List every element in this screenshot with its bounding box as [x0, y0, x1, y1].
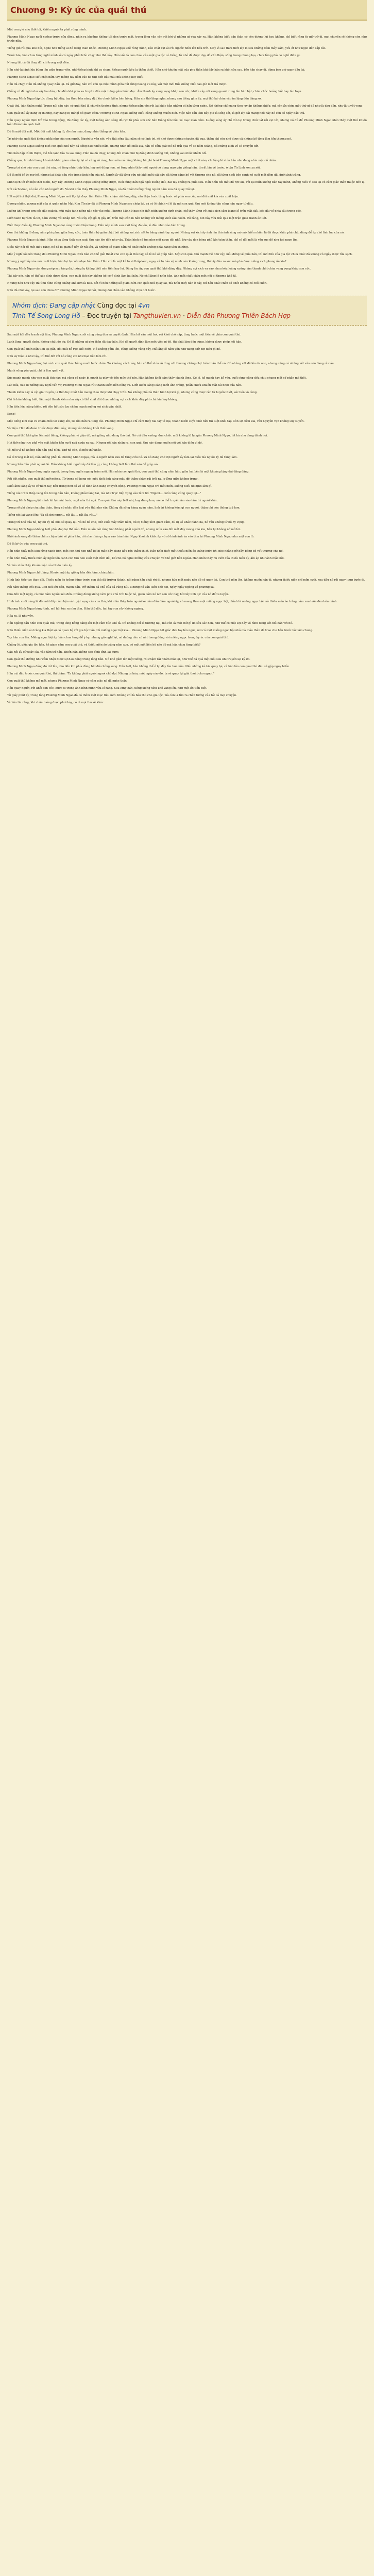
story-paragraph: Vô hiệu vì nó không cần hắn phá xích. Thứ nó cần, là một thứ khác.	[7, 449, 102, 452]
story-paragraph: Keng!	[7, 413, 16, 416]
story-paragraph: Chẳng qua, trí nhớ trong khoảnh khắc giam cầm ấy lại vô cùng rõ ràng, hơn nữa nó cũng không hề phí hoài Phương Minh Ngạo một chút nào, chỉ lặng lẽ nhìn hắn như đang nhìn một cố nhân.	[7, 159, 277, 162]
story-paragraph: Hắn nhớ lại ánh lửa bùng lên giữa trang viên, nhớ tiếng binh khí va chạm, tiếng người kêu la thảm thiết. Hắn nhớ khuôn mặt của phụ thân khi đẩy hắn ra khỏi cửa sau, bảo hắn chạy đi, đừng bao giờ quay đầu lại.	[7, 69, 305, 72]
chapter-header	[7, 0, 367, 21]
story-paragraph: Con quái thú nhìn hắn tiến lại gần, đôi mắt đỏ rực khẽ chớp. Nó không gầm lên, cũng không vùng vẫy, chỉ lặng lẽ nằm yên như đang chờ đợi điều gì đó.	[7, 348, 221, 351]
story-paragraph: Nhưng hắn đâu phải người đó. Hắn không biết người ấy đã làm gì, cũng không biết làm thế nào để giúp nó.	[7, 463, 159, 466]
story-paragraph: Con quái thú dường như cảm nhận được sự dao động trong lòng hắn. Nó khẽ gầm lên một tiếng, rồi chậm rãi nhắm mắt lại, như thể đã quá mệt mỏi sau khi truyền lại ký ức.	[7, 658, 250, 661]
story-paragraph: Câu hỏi ấy cứ xoáy sâu vào tâm trí hắn, khiến hắn không sao bình tĩnh lại được.	[7, 651, 120, 654]
notice-value: Đang cập nhật	[49, 302, 95, 309]
story-paragraph: Chỉ là hắn không biết, liệu một thanh kiếm như vậy có thể chặt đứt được những sợi xích khắc đầy phù chú kia hay không.	[7, 398, 178, 401]
story-paragraph: Trong trí nhớ của con quái thú này, nó từng nhìn thấy hắn, hay nói đúng hơn, nó từng nhìn thấy một người có dung mạo gần giống hắn, từ rất lâu về trước, ở tận Tứ Linh sơn xa xôi.	[7, 166, 261, 170]
story-paragraph: Rồi năm tháng trôi qua. Con thú lớn dần, mạnh dần, trở thành bá chủ của cả vùng núi. Nhưng nó vẫn luôn chờ đợi, ngày ngày ngóng về phương xa.	[7, 586, 215, 589]
story-paragraph: Sức mạnh mạnh như con quái thú này, mà cũng có ngày bị người ta giày vò đến mức thế này. Hắn không khỏi cảm thấy chạnh lòng. Có lẽ, kẻ mạnh hay kẻ yếu, cuối cùng cũng đều chịu chung một số phận mà thôi.	[7, 377, 307, 380]
story-paragraph: Mạnh sống yêu quái, chỉ là làm quái vật.	[7, 369, 64, 372]
story-paragraph: Đó là ký ức của con quái thú.	[7, 543, 48, 546]
story-paragraph: Lưới xanh bị rách tả tơi, nằm vương vãi khắp nơi. Vài cây cột gỗ bị gãy đổ, trên mặt còn in hằn những vết móng vuốt sâu hoắm. Rõ ràng, nơi này vừa trải qua một trận giao tranh ác liệt.	[7, 217, 267, 220]
story-paragraph: Khối ánh sáng đỏ thẫm chầm chậm trôi về phía hắn, rồi nhẹ nhàng chạm vào trán hắn. Ngay khoảnh khắc ấy, vô số hình ảnh ùa vào tâm trí Phương Minh Ngạo như một cơn lũ.	[7, 535, 254, 538]
story-paragraph: Nếu thiếu niên áo trắng kia thật sự có quan hệ với gia tộc hắn, thì miếng ngọc bội kia… Phương Minh Ngạo bất giác đưa tay lên ngực, nơi có một miếng ngọc bội nhỏ mà mẫu thân đã trao cho hắn trước lúc lâm chung.	[7, 629, 313, 632]
story-paragraph: Phương Minh Ngạo siết chặt nắm tay, móng tay đâm vào da thịt đến bật máu mà không hay biết.	[7, 76, 144, 79]
story-paragraph: Hình ảnh tiếp tục thay đổi. Thiếu niên áo trắng đứng trước con thú đã trưởng thành, nói rằng hắn phải rời đi, nhưng hứa một ngày nào đó sẽ quay lại. Con thú gầm lên, không muốn hắn đi, nhưng thiếu niên chỉ mỉm cười, xoa đầu nó rồi quay lưng bước đi.	[7, 579, 365, 582]
story-paragraph: Hắn quay người định trở vào trong động, thì đúng lúc ấy, một luồng ánh sáng đỏ rực từ phía sơn cốc bắn thẳng lên trời, xé toạc màn đêm. Luồng sáng ấy chỉ tồn tại trong chốc lát rồi vụt tắt, nhưng nó đủ để Phương Minh Ngạo nhìn thấy một thứ khiến toàn thân hắn lạnh toát.	[7, 119, 367, 126]
story-paragraph: Tiếng gió rít qua khe núi, nghe như tiếng ai đó đang than khóc. Phương Minh Ngạo khẽ rùng mình, kéo chặt vạt áo rồi ngước nhìn lên bầu trời. Mấy vì sao thưa thớt lấp ló sau những đám mây xám, yếu ớt như ngọn đèn sắp tắt.	[7, 47, 326, 50]
story-paragraph: Vô hiệu. Hắn đã đoán trước được điều này, nhưng vẫn không khỏi thất vọng.	[7, 427, 114, 430]
story-paragraph: Chẳng lẽ, giữa gia tộc hắn, kẻ giam cầm con quái thú, và thiếu niên áo trắng năm xưa, có một mối liên hệ nào đó mà hắn chưa từng biết?	[7, 643, 201, 647]
story-paragraph: Hắn đã chạy. Hắn đã không quay đầu lại. Và giờ đây, hắn chỉ còn lại một mình giữa núi rừng hoang vu này, với một mối thù không biết bao giờ mới trả được.	[7, 83, 227, 86]
chapter-body-top	[7, 28, 367, 293]
story-paragraph: Nhưng nếu như vậy thì tình hình cũng chẳng khá hơn là bao. Bởi vì nếu những kẻ giam cầm con quái thú quay lại, mà nhìn thấy hắn ở đây, thì hắn chắc chắn sẽ chết không có chỗ chôn.	[7, 282, 267, 285]
story-paragraph: Con quái thú khẽ gầm lên một tiếng, không phải vì giận dữ, mà giống như đang thở dài. Nó cúi đầu xuống, đưa chiếc mũi khổng lồ lại gần Phương Minh Ngạo, hít hà như đang đánh hơi.	[7, 434, 268, 437]
story-paragraph: Hắn nhìn thấy thiếu niên ấy ngồi bên cạnh con thú non suốt một đêm dài, kể cho nó nghe những câu chuyện về thế giới bên ngoài. Hắn nhìn thấy nụ cười của thiếu niên ấy, ấm áp như ánh mặt trời.	[7, 557, 285, 560]
story-paragraph: Trong sổ ghi chép của phụ thân, từng có nhắc đến loại yêu thú như vậy. Chúng đã sống hàng ngàn năm, linh trí không kém gì con người, thậm chí còn thông tuệ hơn.	[7, 506, 241, 510]
story-paragraph: Một tiếng kim loại va chạm chói tai vang lên, tia lửa bắn ra tung tóe. Phương Minh Ngạo chỉ cảm thấy hai tay tê dại, thanh kiếm suýt chút nữa thì tuột khỏi tay. Còn sợi xích kia, vẫn nguyên vẹn không suy suyển.	[7, 420, 304, 423]
story-paragraph: Minh lịch tới lời một thời điểm, hay Tây Phương Minh Ngạo không đứng được, cuối cùng hắn ngã ngồi xuống đất, hai tay chống ra phía sau. Hắn nhìn đôi mắt đỏ rực kia, rồi lại nhìn xuống bàn tay mình, không hiểu vì sao lại có cảm giác thân thuộc đến lạ.	[7, 181, 366, 184]
notice-forum-link[interactable]: Diễn đàn Phương Thiên Bách Hợp	[186, 312, 291, 319]
story-paragraph: Phương Minh Ngạo dừng lại cách con quái thú chừng mười bước chân. Từ khoảng cách này, hắn có thể nhìn rõ từng vết thương chằng chịt trên thân thể nó. Có những vết đã lên da non, nhưng cũng có những vết vẫn còn đang rỉ máu.	[7, 362, 335, 365]
story-paragraph: Đó là một ký ức mơ hồ, nhưng lại khắc sâu vào trong linh hồn của nó. Người ấy đã từng cứu nó khỏi một cái bẫy, đã từng băng bó vết thương cho nó, đã từng ngồi bên cạnh nó suốt một đêm dài dưới ánh trăng.	[7, 174, 301, 177]
story-paragraph: Và hắn nhìn thấy khuôn mặt của thiếu niên ấy.	[7, 564, 73, 567]
story-paragraph: Hóa ra, là như vậy.	[7, 615, 34, 618]
notice-line-1	[12, 300, 362, 311]
story-paragraph: Trí nhớ của quái thú không phải như của con người. Người ta vẫn nói, yêu thú sống lâu năm sẽ có linh trí, sẽ nhớ được những chuyện đã qua, thậm chí còn nhớ được cả những kẻ từng làm tổn thương nó.	[7, 138, 292, 141]
story-paragraph: Hắn quay người, rời khỏi sơn cốc, bước đi trong ánh bình minh vừa ló rạng. Sau lưng hắn, tiếng xiềng xích khẽ vang lên, như một lời tiễn biệt.	[7, 687, 208, 690]
story-paragraph: Khối ánh sáng ấy to cỡ nắm tay, bên trong như có vô số hình ảnh đang chuyển động. Phương Minh Ngạo trố mắt nhìn, không hiểu nó định làm gì.	[7, 485, 212, 488]
story-paragraph: Hắn cúi đầu trước con quái thú, thì thầm: "Ta không phải người ngươi chờ đợi. Nhưng ta hứa, một ngày nào đó, ta sẽ quay lại giải thoát cho ngươi."	[7, 672, 215, 675]
story-paragraph: Hắn ngẩng đầu nhìn con quái thú, trong lòng bỗng dâng lên một cảm xúc khó tả. Đó không chỉ là thương hại, mà còn là một thứ gì đó sâu sắc hơn, như thể có một sợi dây vô hình đang kết nối hắn với nó.	[7, 622, 293, 625]
story-paragraph: Cho đến một ngày, có một đám người kéo đến. Chúng dùng xiềng xích phù chú trói buộc nó, giam cầm nó nơi sơn cốc này, hút lấy linh lực của nó để tu luyện.	[7, 593, 229, 596]
story-paragraph: Tiếng nói lại vang lên: "Ta đã đợi ngươi… rất lâu… rất lâu rồi…"	[7, 514, 97, 517]
notice-site-link[interactable]: 4vn	[138, 302, 150, 309]
story-paragraph: Nhưng ý nghĩ ấy vừa mới xuất hiện, hắn lại tự cười nhạo bản thân. Hắn chỉ là một kẻ tu vi thấp kém, ngay cả tự bảo vệ mình còn không xong, thì lấy đâu ra sức mà phá được xiềng xích phong ấn kia?	[7, 260, 286, 263]
notice-text: – Đọc truyện tại	[82, 312, 131, 319]
story-paragraph: Nếu đã như vậy, tại sao còn chưa đi? Phương Minh Ngạo tự hỏi, nhưng đôi chân vẫn không chịu dời bước.	[7, 289, 156, 292]
notice-text: Cùng đọc tại	[97, 302, 137, 309]
story-paragraph: Con quái thú không mở mắt, nhưng Phương Minh Ngạo có cảm giác nó đã nghe thấy.	[7, 680, 127, 683]
story-paragraph: Một ý nghĩ lóe lên trong đầu Phương Minh Ngạo. Nếu hắn có thể giải thoát cho con quái thú này, có lẽ nó sẽ giúp hắn. Một con quái thú mạnh mẽ như vậy, nếu đứng về phía hắn, thì mối thù của gia tộc chưa chắc đã không có ngày được rửa sạch.	[7, 253, 353, 256]
story-paragraph: Đó là một đôi mắt. Một đôi mắt khổng lồ, đỏ như máu, đang nhìn thẳng về phía hắn.	[7, 130, 126, 133]
story-paragraph: Phương Minh Ngạo cả kinh. Hắn chưa từng thấy con quái thú nào lớn đến như vậy. Thân hình nó tựa như một ngọn đồi nhỏ, lớp vảy đen bóng phủ kín toàn thân, chỉ có đôi mắt là vẫn rực đỏ như hai ngọn lửa.	[7, 239, 299, 242]
story-paragraph: Tim hắn đập thình thịch, mồ hôi lạnh túa ra sau lưng. Hắn muốn chạy, nhưng đôi chân như bị đóng đinh xuống đất, không sao nhúc nhích nổi.	[7, 152, 208, 155]
story-paragraph: Tay hắn run lên. Miếng ngọc bội ấy, hắn chưa từng để ý kỹ, nhưng giờ nghĩ lại, nó dường như có nét tương đồng với miếng ngọc trong ký ức của con quái thú.	[7, 636, 229, 639]
story-paragraph: Phương Minh Ngạo không biết phải đáp lại thế nào. Hắn muốn nói rằng hắn không phải người đó, nhưng nhìn vào đôi mắt đầy mong chờ kia, hắn lại không nỡ mở lời.	[7, 528, 241, 531]
story-paragraph: Lạnh lùng, quyết đoán, không chút do dự. Đó là những gì phụ thân đã dạy hắn. Khi đã quyết định làm một việc gì đó, thì phải làm đến cùng, không được phép hối hận.	[7, 341, 242, 344]
story-paragraph: Con thú khổng lồ đang nằm phủ phục giữa lòng cốc, toàn thân bị quấn chặt bởi những sợi xích sắt to bằng cánh tay người. Những sợi xích ấy ánh lên thứ ánh sáng mờ mờ, hiển nhiên là đã được khắc phù chú, dùng để áp chế linh lực của nó.	[7, 231, 345, 234]
story-paragraph: Phương Minh Ngạo giật mình lùi lại một bước, suýt nữa thì ngã. Con quái thú này biết nói, hay đúng hơn, nó có thể truyền âm vào tâm trí người khác.	[7, 499, 218, 502]
chapter-body-bottom	[7, 333, 367, 705]
story-paragraph: Đương nhiên, gương mặt của vị quân nhân Mạt Kim Tử này đã bị Phương Minh Ngạo sao chép lại, và có lẽ chính vì lẽ ấy mà con quái thú mới không tấn công hắn ngay từ đầu.	[7, 202, 253, 206]
story-paragraph: Con quái thú ấy đang bị thương, hay đang bị thứ gì đó giam cầm? Phương Minh Ngạo không biết, cũng không muốn biết. Việc hắn cần làm bây giờ là sống sót, là giữ lấy cái mạng nhỏ này để còn có ngày báo thù.	[7, 112, 305, 115]
notice-label: Nhóm dịch:	[12, 302, 48, 309]
story-paragraph: Luồng khí trong sơn cốc đặc quánh, mùi máu tanh nồng nặc xộc vào mũi. Phương Minh Ngạo nín thở, nhìn xuống dưới chân, chỉ thấy từng vệt máu đen sậm loang lổ trên mặt đất, kéo dài về phía sâu trong cốc.	[7, 210, 302, 213]
notice-line-2: Tinh Tế Song Long Hồ – Đọc truyện tại Tangthuvien.vn · Diễn đàn Phương Thiên Bách Hợp	[12, 312, 291, 319]
story-paragraph: Và hắn tin rằng, khi chân tướng được phơi bày, có lẽ mọi thứ sẽ khác.	[7, 701, 105, 704]
story-paragraph: Sau một hồi đấu tranh nội tâm, Phương Minh Ngạo cuối cùng cũng đưa ra quyết định. Hắn hít sâu một hơi, rời khỏi chỗ nấp, từng bước một tiến về phía con quái thú.	[7, 333, 241, 336]
story-paragraph: Một cơn gió nhẹ thổi tới, khiến người ta phát rùng mình.	[7, 28, 87, 31]
story-paragraph: Nhưng tất cả đã thay đổi chỉ trong một đêm.	[7, 61, 71, 64]
story-paragraph: Phương Minh Ngạo vẫn đứng nép sau tảng đá, lưỡng lự không biết nên tiến hay lùi. Đúng lúc ấy, con quái thú khẽ động đậy. Những sợi xích va vào nhau kêu loảng xoảng, âm thanh chát chúa vang vọng khắp sơn cốc.	[7, 267, 311, 270]
notice-source-link[interactable]: Tangthuvien.vn	[133, 312, 181, 319]
story-paragraph: Hơi thở nóng rực phả vào mặt khiến hắn suýt ngã ngửa ra sau. Nhưng rồi hắn nhận ra, con quái thú này đang muốn nói với hắn điều gì đó.	[7, 442, 203, 445]
notice-group-name: Tinh Tế Song Long Hồ	[12, 312, 80, 319]
story-paragraph: Phương Minh Ngạo không biết con quái thú này đã sống bao nhiêu năm, nhưng nhìn đôi mắt kia, hắn có cảm giác nó đã trải qua vô số năm tháng, đã chứng kiến vô số chuyện đời.	[7, 145, 260, 148]
story-paragraph: Hắn tiến lên, nâng kiếm, rồi dồn hết sức lực chém mạnh xuống sợi xích gần nhất.	[7, 405, 122, 409]
translator-notice	[7, 296, 367, 326]
story-paragraph: Từ giây phút ấy, trong lòng Phương Minh Ngạo đã có thêm một mục tiêu mới. Không chỉ là báo thù cho gia tộc, mà còn là tìm ra chân tướng của tất cả mọi chuyện.	[7, 694, 237, 697]
story-paragraph: Biết được điều ấy, Phương Minh Ngạo lại càng thêm thận trọng. Hắn nép mình sau một tảng đá lớn, ló đầu nhìn vào bên trong.	[7, 224, 186, 227]
story-paragraph: Có lẽ trong mắt nó, hắn không phải là Phương Minh Ngạo, mà là người năm xưa đã từng cứu nó. Và nó đang chờ đợi người ấy làm lại điều mà người ấy đã từng làm.	[7, 456, 238, 459]
chapter-title: Chương 9: Kỳ ức của quái thú	[10, 5, 147, 15]
story-paragraph: Phương Minh Ngạo bừng tỉnh, mồ hôi túa ra như tắm. Hắn thở dốc, hai tay run rẩy không ngừng.	[7, 607, 144, 611]
story-paragraph: Nếu sự thật là như vậy, thì thế đời với nó cũng coi như bạc bẽo lắm rồi.	[7, 355, 107, 358]
story-paragraph: Rồi đột nhiên, con quái thú mở miệng. Từ trong cổ họng nó, một khối ánh sáng màu đỏ thẫm chậm rãi trôi ra, lơ lửng giữa không trung.	[7, 478, 199, 481]
story-paragraph: Phương Minh Ngạo chết lặng. Khuôn mặt ấy, giống hắn đến tám, chín phần.	[7, 571, 114, 574]
story-paragraph: Nói cách khác, nó vẫn còn nhớ người đó. Và khi nhìn thấy Phương Minh Ngạo, nó đã nhầm tưởng rằng người năm xưa đã quay trở lại.	[7, 188, 195, 191]
story-paragraph: Điều này nói rõ một điều rằng, nó đã bị giam ở đây từ rất lâu, và những kẻ giam cầm nó chắc chắn không phải hạng tầm thường.	[7, 246, 189, 249]
story-paragraph: Tiếng nói trầm thấp vang lên trong đầu hắn, không phải bằng tai, mà như trực tiếp vọng vào tâm trí: "Ngươi… cuối cùng cũng quay lại…"	[7, 492, 201, 495]
story-paragraph: Phương Minh Ngạo đứng ngây người, trong lòng ngổn ngang trăm mối. Hắn nhìn con quái thú, con quái thú cũng nhìn hắn, giữa hai bên là một khoảng lặng dài đằng đẵng.	[7, 470, 250, 473]
story-paragraph: Phương Minh Ngạo lập tức đứng bật dậy, tay theo bản năng đặt lên chuôi kiếm bên hông. Hắn nín thở lắng nghe, nhưng sau tiếng gầm ấy, mọi thứ lại chìm vào im lặng đến đáng sợ.	[7, 97, 262, 100]
story-paragraph: Hết một hơi thật dài, Phương Minh Ngạo mới lấy lại được tinh thần. Hắn chậm rãi đứng dậy, cẩn thận bước từng bước về phía sơn cốc, nơi đôi mắt kia vừa xuất hiện.	[7, 195, 239, 198]
story-paragraph: Trong trí nhớ của nó, người ấy đã hứa sẽ quay lại. Và nó đã chờ, chờ suốt mấy trăm năm, dù bị xiềng xích giam cầm, dù bị kẻ khác hành hạ, nó vẫn không từ bỏ hy vọng.	[7, 521, 245, 524]
story-paragraph: Thì bây giờ, hắn có thể xác định được rằng, con quái thú này không hề có ý định làm hại hắn. Nó chỉ lặng lẽ nhìn hắn, ánh mắt chất chứa một nỗi bi thương khó tả.	[7, 275, 237, 278]
story-paragraph: Quái thú, hắn thầm nghĩ. Trong núi sâu này, có quái thú là chuyện thường tình, nhưng tiếng gầm vừa rồi lại khác hẳn những gì hắn từng nghe. Nó không chỉ mang theo uy áp khủng khiếp, mà còn ẩn chứa một thứ gì đó như là đau đớn, như là tuyệt vọng.	[7, 105, 364, 108]
story-paragraph: Hình ảnh cuối cùng là đôi mắt đầy căm hận và tuyệt vọng của con thú, khi nhìn thấy trên người kẻ cầm đầu đám người ấy, có mang theo một miếng ngọc bội, chính là miếng ngọc bội mà thiếu niên áo trắng năm xưa luôn đeo bên mình.	[7, 600, 338, 603]
story-paragraph: Chẳng rõ đã ngồi như vậy bao lâu, cho đến khi phía xa truyền đến một tiếng gầm trầm đục. Âm thanh ấy vang vọng khắp sơn cốc, khiến cây cối xung quanh rung lên bần bật, chim chóc hoảng hốt bay tán loạn.	[7, 90, 302, 93]
story-paragraph: Trước kia, hắn chưa từng nghĩ mình sẽ có ngày phải trốn chạy như thế này. Hắn vốn là con cháu của một gia tộc có tiếng, từ nhỏ đã được dạy dỗ cẩn thận, sống trong nhung lụa, chưa từng phải lo nghĩ điều gì.	[7, 54, 301, 57]
story-paragraph: Hắn nhìn thấy một khu rừng xanh tươi, một con thú non nhỏ bé bị mắc bẫy, đang kêu rên thảm thiết. Hắn nhìn thấy một thiếu niên áo trắng bước tới, nhẹ nhàng gỡ bẫy, băng bó vết thương cho nó.	[7, 550, 284, 553]
story-paragraph: Phương Minh Ngạo ngồi xuống trước cửa động, nhìn ra khoảng không tối đen trước mặt, trong lòng vẫn còn rối bời vì những gì vừa xảy ra. Hắn không biết bản thân có còn đường lùi hay không, chỉ biết rằng từ giờ trở đi, mọi chuyện sẽ không còn như trước nữa.	[7, 36, 367, 43]
story-paragraph: Phương Minh Ngạo đứng đó rất lâu, cho đến khi phía đông bắt đầu hửng sáng. Hắn biết, hắn không thể ở lại đây lâu hơn nữa. Nếu những kẻ kia quay lại, cả hắn lẫn con quái thú đều sẽ gặp nguy hiểm.	[7, 665, 291, 668]
story-paragraph: Lắc đầu, xua đi những suy nghĩ vẩn vơ, Phương Minh Ngạo rút thanh kiếm bên hông ra. Lưỡi kiếm sáng loáng dưới ánh trăng, phản chiếu khuôn mặt tái nhợt của hắn.	[7, 384, 242, 387]
story-paragraph: Thanh kiếm này là vật gia truyền, là thứ duy nhất hắn mang theo được khi chạy trốn. Nó không phải là thần binh lợi khí gì, nhưng cũng được rèn từ huyền thiết, sắc bén vô cùng.	[7, 391, 258, 394]
